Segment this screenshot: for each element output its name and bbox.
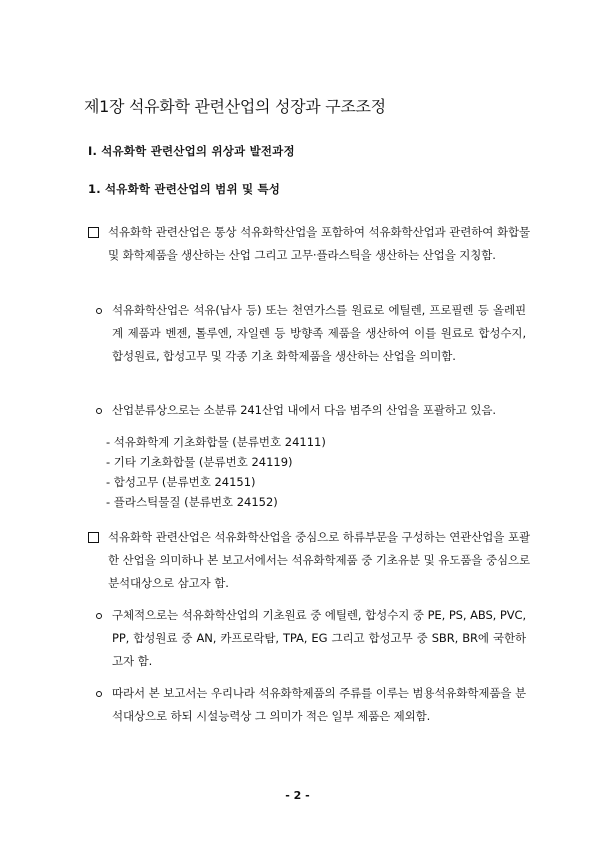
paragraph-specific-products <box>96 604 526 673</box>
paragraph-text: 산업분류상으로는 소분류 241산업 내에서 다음 범주의 산업을 포괄하고 있음. <box>112 403 496 417</box>
list-item: - 기타 기초화합물 (분류번호 24119) <box>106 455 293 469</box>
paragraph-scope-definition <box>88 221 530 267</box>
section-title: Ⅰ. 석유화학 관련산업의 위상과 발전과정 <box>88 144 295 158</box>
paragraph-text: 석유화학 관련산업은 석유화학산업을 중심으로 하류부문을 구성하는 연관산업을 포괄한 산업을 의미하나 본 보고서에서는 석유화학제품 중 기초유분 및 유도품을 중심으로 분석대상으로 삼고자 함. <box>108 530 530 590</box>
paragraph-petrochemical-industry <box>96 299 526 368</box>
circle-bullet-icon <box>96 399 102 422</box>
paragraph-report-scope <box>88 526 530 595</box>
subsection-title: 1. 석유화학 관련산업의 범위 및 특성 <box>88 182 281 196</box>
paragraph-text: 석유화학산업은 석유(납사 등) 또는 천연가스를 원료로 에틸렌, 프로필렌 등 올레핀계 제품과 벤젠, 톨루엔, 자일렌 등 방향족 제품을 생산하여 이를 원료로 합성수지, 합성원료, 합성고무 및 각종 기초 화학제품을 생산하는 산업을 의미함. <box>112 303 526 363</box>
paragraph-industry-classification <box>96 399 526 422</box>
paragraph-analysis-target <box>96 682 526 728</box>
chapter-title: 제1장 석유화학 관련산업의 성장과 구조조정 <box>84 97 386 116</box>
paragraph-text: 구체적으로는 석유화학산업의 기초원료 중 에틸렌, 합성수지 중 PE, PS, ABS, PVC, PP, 합성원료 중 AN, 카프로락탐, TPA, EG 그리고 합성고무 중 SBR, BR에 국한하고자 함. <box>112 608 526 668</box>
square-bullet-icon <box>88 526 99 551</box>
circle-bullet-icon <box>96 299 102 322</box>
page-number: - 2 - <box>285 789 310 802</box>
paragraph-text: 석유화학 관련산업은 통상 석유화학산업을 포함하여 석유화학산업과 관련하여 화합물 및 화학제품을 생산하는 산업 그리고 고무·플라스틱을 생산하는 산업을 지칭함. <box>108 225 530 262</box>
list-item: - 플라스틱물질 (분류번호 24152) <box>106 495 278 509</box>
circle-bullet-icon <box>96 682 102 705</box>
list-item: - 합성고무 (분류번호 24151) <box>106 475 256 489</box>
square-bullet-icon <box>88 221 99 246</box>
circle-bullet-icon <box>96 604 102 627</box>
list-item: - 석유화학계 기초화합물 (분류번호 24111) <box>106 435 326 449</box>
paragraph-text: 따라서 본 보고서는 우리나라 석유화학제품의 주류를 이루는 범용석유화학제품을 분석대상으로 하되 시설능력상 그 의미가 적은 일부 제품은 제외함. <box>112 686 526 723</box>
classification-list <box>106 432 326 512</box>
